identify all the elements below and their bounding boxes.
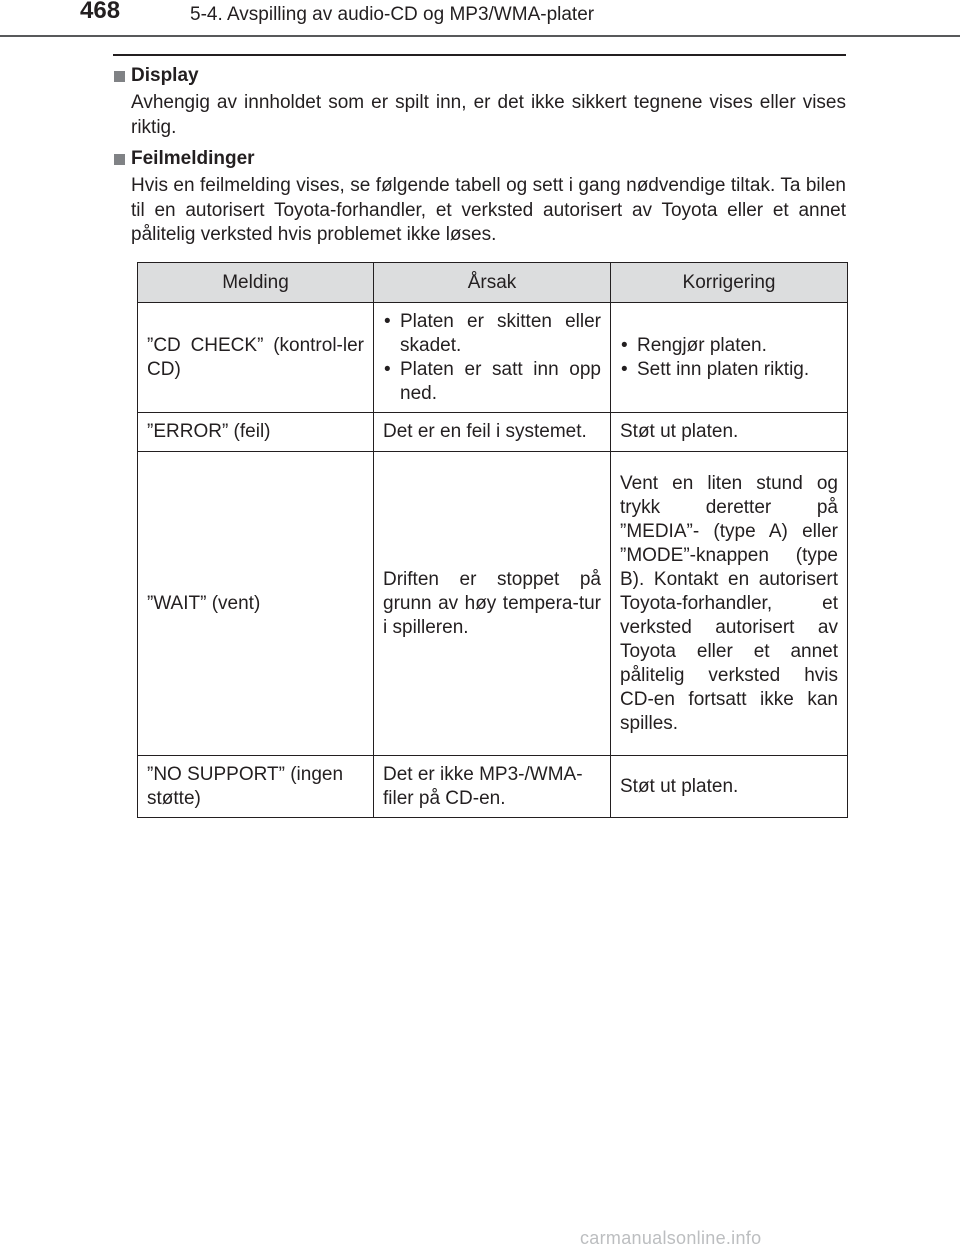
table-header-row <box>138 263 848 303</box>
bullet-list <box>620 334 838 382</box>
section-body: Hvis en feilmelding vises, se følgende tabell og sett i gang nødvendige tiltak. Ta bilen til en autorisert Toyota-forhandler, et verksted autorisert av Toyota eller et annet pålitelig verksted hvis problemet ikke løses. <box>131 175 846 245</box>
table-cell-fix: Vent en liten stund og trykk deretter på ”MEDIA”- (type A) eller ”MODE”-knappen (type B). Kontakt en autorisert Toyota-forhandler, et verksted autorisert av Toyota eller et annet pålitelig verksted hvis CD-en fortsatt ikke kan spilles. <box>611 452 848 756</box>
error-message-table <box>137 262 848 818</box>
table-cell-cause <box>374 303 611 413</box>
square-bullet-icon <box>114 71 125 82</box>
content-divider <box>113 54 846 56</box>
table-row <box>138 303 848 413</box>
list-item: • Rengjør platen. <box>620 334 838 358</box>
column-header-message: Melding <box>138 263 374 303</box>
column-header-cause: Årsak <box>374 263 611 303</box>
table-cell-fix: Støt ut platen. <box>611 756 848 818</box>
watermark: carmanualsonline.info <box>580 1228 762 1248</box>
list-item: • Platen er skitten eller skadet. <box>383 310 601 358</box>
page-header <box>0 0 960 40</box>
table-cell-fix: Støt ut platen. <box>611 413 848 452</box>
table-row <box>138 756 848 818</box>
table-cell-message: ”NO SUPPORT” (ingen støtte) <box>138 756 374 818</box>
table-cell-message: ”ERROR” (feil) <box>138 413 374 452</box>
column-header-fix: Korrigering <box>611 263 848 303</box>
table-cell-fix <box>611 303 848 413</box>
table-cell-cause: Det er ikke MP3-/WMA-filer på CD-en. <box>374 756 611 818</box>
square-bullet-icon <box>114 154 125 165</box>
page-number: 468 <box>80 0 121 24</box>
table-cell-message: ”CD CHECK” (kontrol-ler CD) <box>138 303 374 413</box>
section-error-messages <box>113 148 846 248</box>
table-cell-cause: Driften er stoppet på grunn av høy tempera-tur i spilleren. <box>374 452 611 756</box>
section-display <box>113 65 846 140</box>
table-row <box>138 452 848 756</box>
header-divider <box>0 35 960 37</box>
section-body: Avhengig av innholdet som er spilt inn, er det ikke sikkert tegnene vises eller vises riktig. <box>131 92 846 138</box>
table-cell-cause: Det er en feil i systemet. <box>374 413 611 452</box>
section-heading <box>113 148 846 170</box>
chapter-title: 5-4. Avspilling av audio-CD og MP3/WMA-plater <box>190 4 595 25</box>
list-item: • Platen er satt inn opp ned. <box>383 358 601 406</box>
section-heading-text: Display <box>131 65 199 86</box>
section-heading <box>113 65 846 87</box>
table-cell-message: ”WAIT” (vent) <box>138 452 374 756</box>
section-heading-text: Feilmeldinger <box>131 148 255 169</box>
bullet-list <box>383 310 601 406</box>
table-row <box>138 413 848 452</box>
list-item: • Sett inn platen riktig. <box>620 358 838 382</box>
